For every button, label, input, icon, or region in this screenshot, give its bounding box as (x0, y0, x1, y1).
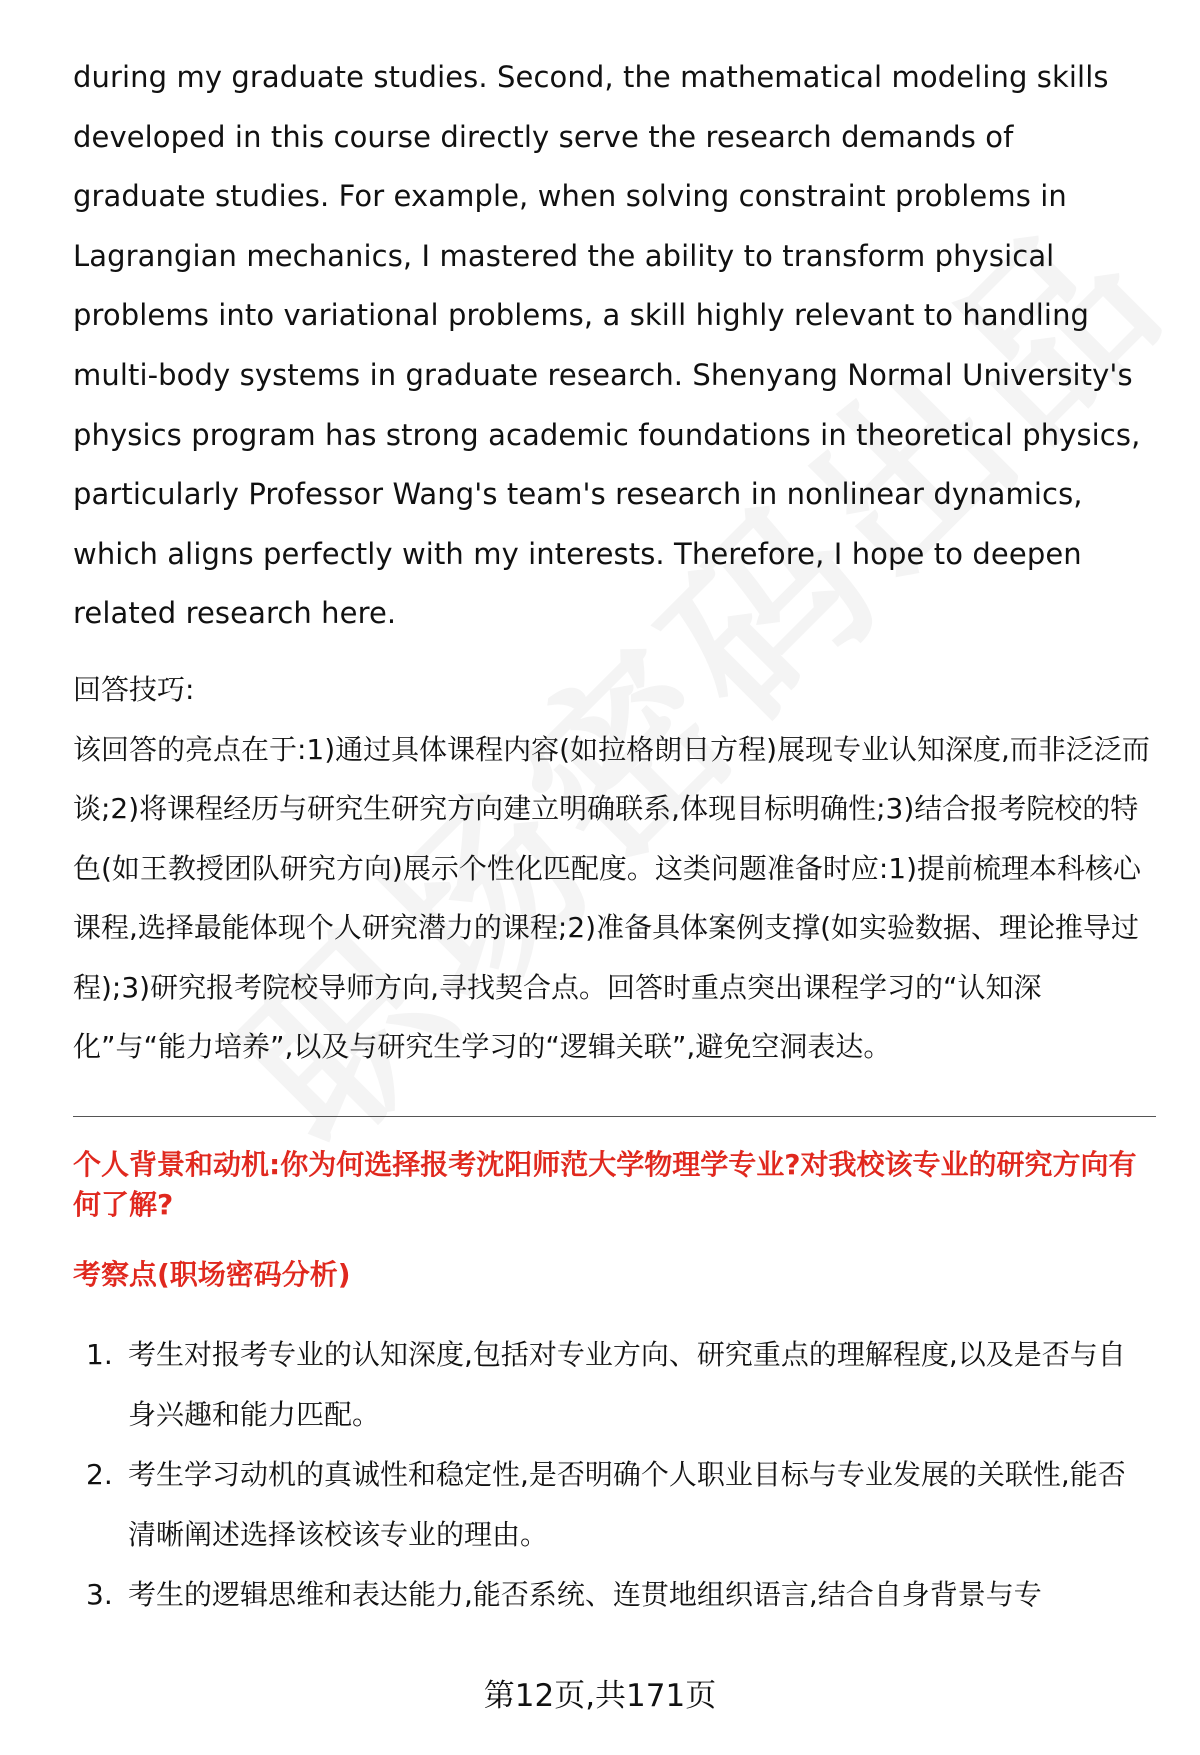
page-content (73, 48, 1153, 1625)
tips-paragraph: 该回答的亮点在于:1)通过具体课程内容(如拉格朗日方程)展现专业认知深度,而非泛泛而谈;2)将课程经历与研究生研究方向建立明确联系,体现目标明确性;3)结合报考院校的特色(如王教授团队研究方向)展示个性化匹配度。这类问题准备时应:1)提前梳理本科核心课程,选择最能体现个人研究潜力的课程;2)准备具体案例支撑(如实验数据、理论推导过程);3)研究报考院校导师方向,寻找契合点。回答时重点突出课程学习的“认知深化”与“能力培养”,以及与研究生学习的“逻辑关联”,避免空洞表达。 (73, 732, 1150, 1063)
list-item-number: 1. (86, 1338, 113, 1372)
list-item-text: 考生对报考专业的认知深度,包括对专业方向、研究重点的理解程度,以及是否与自身兴趣和能力匹配。 (128, 1338, 1126, 1432)
assessment-points-heading: 考察点(职场密码分析) (73, 1258, 351, 1292)
list-item-text: 考生的逻辑思维和表达能力,能否系统、连贯地组织语言,结合自身背景与专 (128, 1578, 1042, 1612)
list-item (73, 1565, 1153, 1625)
assessment-points-list (73, 1325, 1153, 1625)
english-answer-paragraph: during my graduate studies. Second, the mathematical modeling skills developed in this course directly serve the research demands of graduate studies. For example, when solving constraint problems in Lagrangian mechanics, I mastered the ability to transform physical problems into variational problems, a skill highly relevant to handling multi-body systems in graduate research. Shenyang Normal University's physics program has strong academic foundations in theoretical physics, particularly Professor Wang's team's research in nonlinear dynamics, which aligns perfectly with my interests. Therefore, I hope to deepen related research here. (73, 60, 1141, 631)
section-divider (73, 1116, 1156, 1117)
tips-heading: 回答技巧: (73, 672, 195, 706)
question-heading: 个人背景和动机:你为何选择报考沈阳师范大学物理学专业?对我校该专业的研究方向有何了解? (73, 1148, 1137, 1222)
list-item (73, 1325, 1153, 1445)
list-item (73, 1445, 1153, 1565)
list-item-number: 3. (86, 1578, 113, 1612)
page-footer: 第12页,共171页 (483, 1678, 717, 1714)
list-item-text: 考生学习动机的真诚性和稳定性,是否明确个人职业目标与专业发展的关联性,能否清晰阐述选择该校该专业的理由。 (128, 1458, 1126, 1552)
list-item-number: 2. (86, 1458, 113, 1492)
